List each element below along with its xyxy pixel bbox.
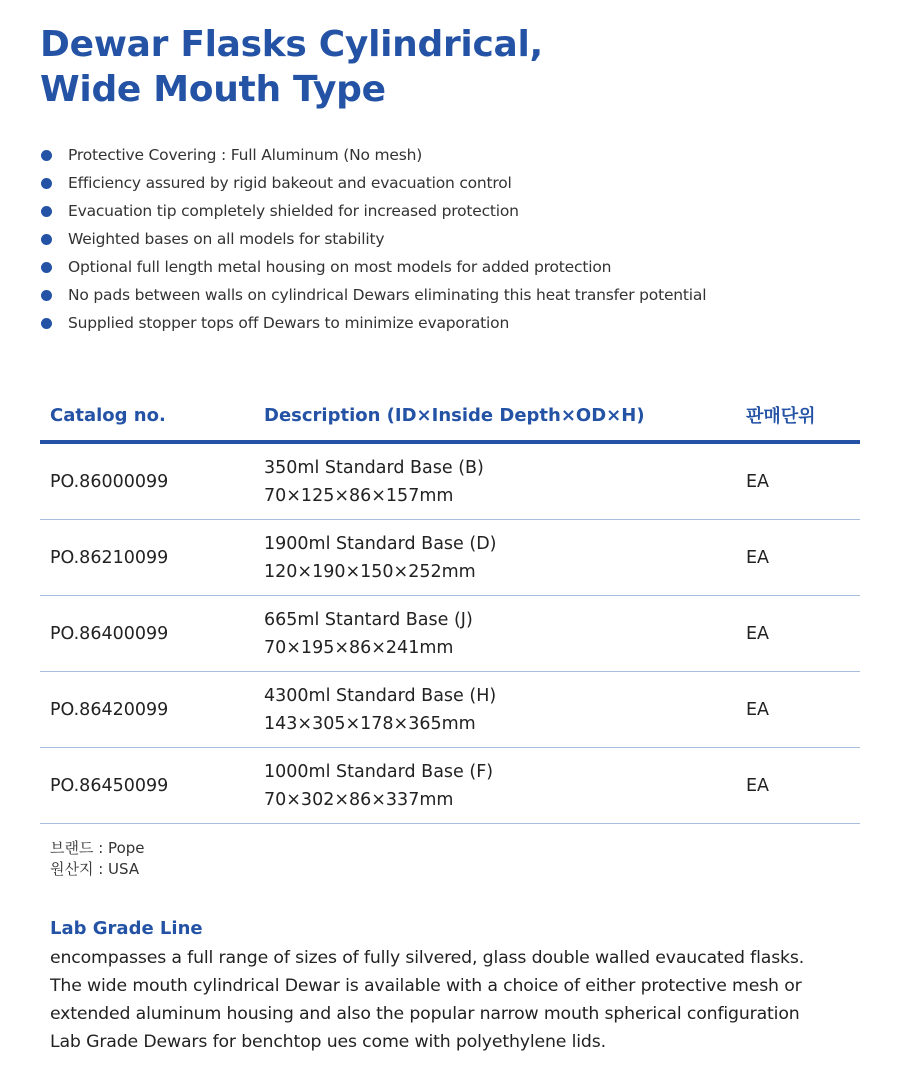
catalog-table: [40, 390, 860, 824]
sales-unit: EA: [736, 520, 860, 596]
feature-item: [40, 253, 706, 281]
bullet-dot-icon: [41, 234, 52, 245]
bullet-dot-icon: [41, 178, 52, 189]
feature-text: Weighted bases on all models for stability: [68, 230, 385, 248]
bullet-dot-icon: [41, 150, 52, 161]
lab-grade-title: Lab Grade Line: [50, 918, 203, 939]
page-title-line-2: Wide Mouth Type: [40, 69, 386, 110]
catalog-number: PO.86400099: [40, 596, 254, 672]
feature-item: [40, 225, 706, 253]
description-cell: [254, 442, 736, 520]
sales-unit: EA: [736, 442, 860, 520]
product-name: 1000ml Standard Base (F): [264, 761, 494, 782]
sales-unit: EA: [736, 672, 860, 748]
product-dimensions: 70×195×86×241mm: [264, 637, 454, 658]
table-header-row: [40, 390, 860, 442]
feature-item: [40, 141, 706, 169]
feature-item: [40, 309, 706, 337]
lab-grade-line: The wide mouth cylindrical Dewar is available with a choice of either protective mesh or: [50, 976, 802, 996]
feature-text: Supplied stopper tops off Dewars to minimize evaporation: [68, 314, 510, 332]
product-name: 350ml Standard Base (B): [264, 457, 484, 478]
bullet-dot-icon: [41, 262, 52, 273]
header-catalog-no: Catalog no.: [40, 390, 254, 442]
catalog-number: PO.86450099: [40, 748, 254, 824]
lab-grade-line: Lab Grade Dewars for benchtop ues come with polyethylene lids.: [50, 1032, 606, 1052]
lab-grade-description: [50, 944, 890, 1056]
description-cell: [254, 520, 736, 596]
feature-text: Optional full length metal housing on most models for added protection: [68, 258, 612, 276]
table-row: [40, 672, 860, 748]
brand-info: 브랜드 : Pope: [50, 839, 145, 857]
product-name: 4300ml Standard Base (H): [264, 685, 497, 706]
product-name: 665ml Stantard Base (J): [264, 609, 473, 630]
catalog-number: PO.86210099: [40, 520, 254, 596]
sales-unit: EA: [736, 748, 860, 824]
description-cell: [254, 672, 736, 748]
page-title-line-1: Dewar Flasks Cylindrical,: [40, 24, 543, 65]
table-row: [40, 596, 860, 672]
product-name: 1900ml Standard Base (D): [264, 533, 497, 554]
table-row: [40, 520, 860, 596]
origin-info: 원산지 : USA: [50, 860, 140, 878]
product-dimensions: 70×302×86×337mm: [264, 789, 454, 810]
product-meta: [50, 838, 145, 880]
feature-text: Evacuation tip completely shielded for increased protection: [68, 202, 519, 220]
bullet-dot-icon: [41, 206, 52, 217]
product-dimensions: 120×190×150×252mm: [264, 561, 476, 582]
lab-grade-line: extended aluminum housing and also the popular narrow mouth spherical configuration: [50, 1004, 800, 1024]
table-row: [40, 442, 860, 520]
header-sales-unit: 판매단위: [736, 390, 860, 442]
description-cell: [254, 596, 736, 672]
feature-text: Protective Covering : Full Aluminum (No mesh): [68, 146, 423, 164]
feature-list: [40, 141, 706, 337]
catalog-number: PO.86000099: [40, 442, 254, 520]
bullet-dot-icon: [41, 318, 52, 329]
product-dimensions: 70×125×86×157mm: [264, 485, 454, 506]
feature-text: Efficiency assured by rigid bakeout and evacuation control: [68, 174, 512, 192]
page-title: [40, 22, 543, 112]
product-dimensions: 143×305×178×365mm: [264, 713, 476, 734]
feature-text: No pads between walls on cylindrical Dewars eliminating this heat transfer potential: [68, 286, 707, 304]
bullet-dot-icon: [41, 290, 52, 301]
catalog-number: PO.86420099: [40, 672, 254, 748]
table-row: [40, 748, 860, 824]
feature-item: [40, 281, 706, 309]
feature-item: [40, 169, 706, 197]
lab-grade-line: encompasses a full range of sizes of fully silvered, glass double walled evaucated flasks.: [50, 948, 805, 968]
feature-item: [40, 197, 706, 225]
description-cell: [254, 748, 736, 824]
header-description: Description (ID×Inside Depth×OD×H): [254, 390, 736, 442]
sales-unit: EA: [736, 596, 860, 672]
